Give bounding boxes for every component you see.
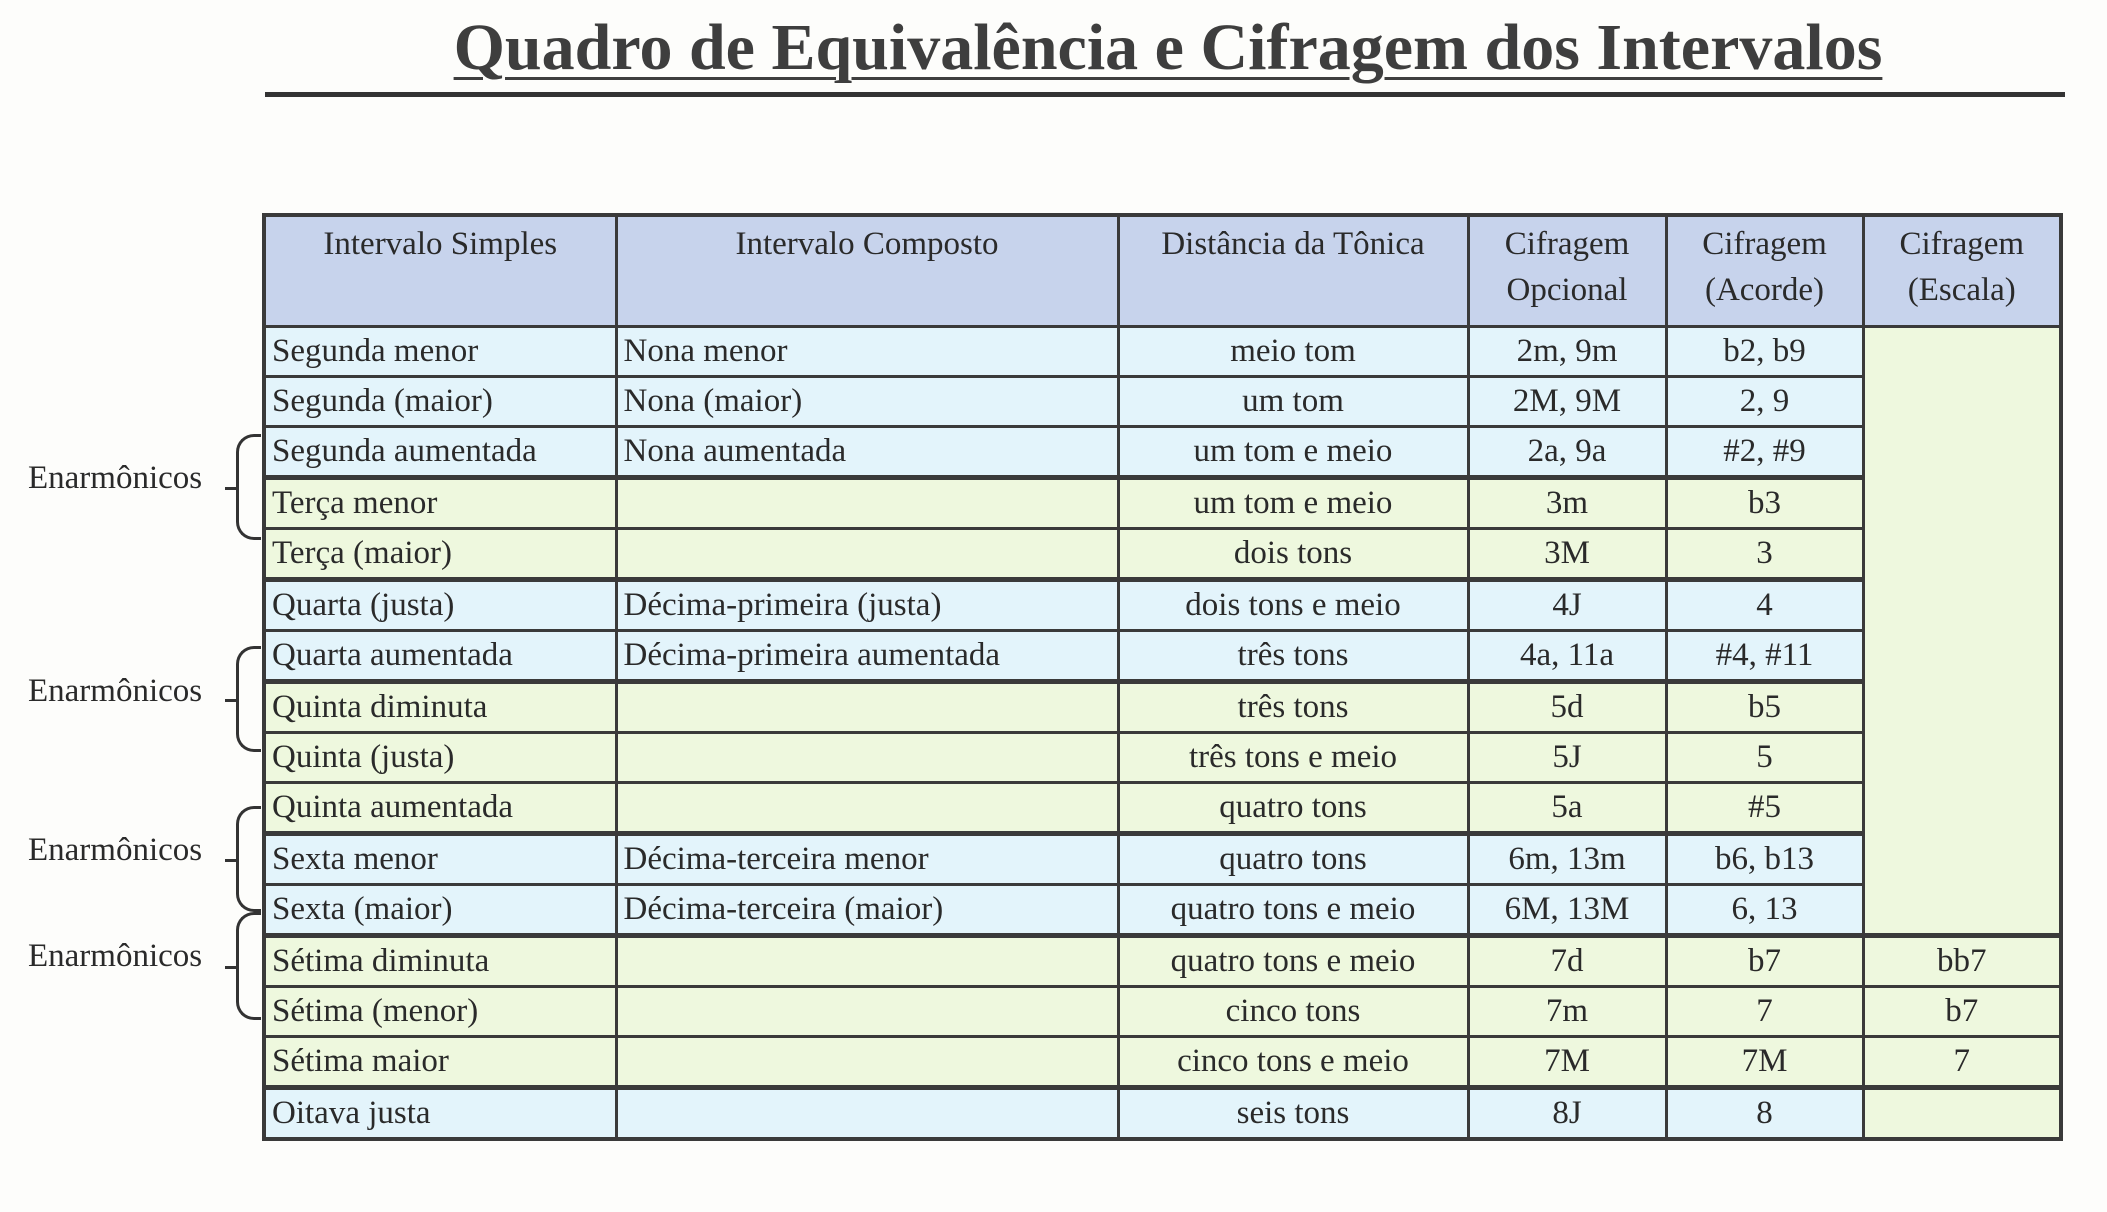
cell-escala [1863,1088,2061,1140]
cell-acorde: 8 [1666,1088,1863,1140]
cell-distancia: quatro tons e meio [1118,936,1468,987]
cell-simples: Quinta aumentada [264,783,616,834]
cell-opcional: 7d [1468,936,1666,987]
cell-acorde: b6, b13 [1666,834,1863,885]
cell-distancia: meio tom [1118,327,1468,377]
enarmonicos-brace-3 [236,806,261,912]
cell-composto: Décima-terceira menor [616,834,1118,885]
cell-acorde: b2, b9 [1666,327,1863,377]
cell-opcional: 3m [1468,478,1666,529]
header-cifragem-escala: Cifragem (Escala) [1863,215,2061,327]
title-underline [265,92,2065,97]
cell-composto: Décima-terceira (maior) [616,885,1118,936]
cell-acorde: 7M [1666,1037,1863,1088]
cell-acorde: b7 [1666,936,1863,987]
header-intervalo-simples: Intervalo Simples [264,215,616,327]
cell-simples: Quinta (justa) [264,733,616,783]
cell-simples: Sétima diminuta [264,936,616,987]
cell-acorde: 2, 9 [1666,377,1863,427]
cell-opcional: 7m [1468,987,1666,1037]
table-row [264,478,2061,529]
enarmonicos-label-1: Enarmônicos [28,460,203,496]
enarmonicos-brace-4 [236,912,261,1020]
cell-opcional: 2m, 9m [1468,327,1666,377]
cell-distancia: dois tons [1118,529,1468,580]
page-title: Quadro de Equivalência e Cifragem dos Intervalos [453,11,1883,84]
cell-escala: b7 [1863,987,2061,1037]
cell-composto [616,1037,1118,1088]
cell-opcional: 6m, 13m [1468,834,1666,885]
cell-composto [616,783,1118,834]
cell-acorde: 3 [1666,529,1863,580]
cell-distancia: cinco tons [1118,987,1468,1037]
cell-distancia: três tons [1118,631,1468,682]
cell-simples: Segunda aumentada [264,427,616,478]
table-row [264,377,2061,427]
header-cifragem-opcional: Cifragem Opcional [1468,215,1666,327]
cell-composto: Décima-primeira aumentada [616,631,1118,682]
cell-distancia: seis tons [1118,1088,1468,1140]
table-row [264,936,2061,987]
cell-simples: Quarta (justa) [264,580,616,631]
cell-distancia: dois tons e meio [1118,580,1468,631]
table-row [264,987,2061,1037]
cell-composto [616,478,1118,529]
cell-opcional: 4a, 11a [1468,631,1666,682]
cell-simples: Sexta menor [264,834,616,885]
cell-escala: 7 [1863,1037,2061,1088]
cell-composto: Nona menor [616,327,1118,377]
cell-composto [616,529,1118,580]
cell-composto: Nona (maior) [616,377,1118,427]
table-row [264,529,2061,580]
cell-opcional: 2M, 9M [1468,377,1666,427]
cell-opcional: 5a [1468,783,1666,834]
cell-acorde: 7 [1666,987,1863,1037]
table-row [264,733,2061,783]
cell-opcional: 2a, 9a [1468,427,1666,478]
table-row [264,834,2061,885]
cell-composto: Décima-primeira (justa) [616,580,1118,631]
cell-opcional: 3M [1468,529,1666,580]
cell-acorde: 6, 13 [1666,885,1863,936]
cell-simples: Sexta (maior) [264,885,616,936]
table-row [264,427,2061,478]
enarmonicos-brace-2 [236,646,261,752]
cell-acorde: #5 [1666,783,1863,834]
enarmonicos-label-4: Enarmônicos [28,938,203,974]
cell-simples: Segunda menor [264,327,616,377]
table-row [264,783,2061,834]
cell-escala: bb7 [1863,936,2061,987]
cell-simples: Sétima (menor) [264,987,616,1037]
header-distancia-tonica: Distância da Tônica [1118,215,1468,327]
cell-distancia: quatro tons e meio [1118,885,1468,936]
enarmonicos-label-2: Enarmônicos [28,673,203,709]
cell-opcional: 6M, 13M [1468,885,1666,936]
cell-simples: Oitava justa [264,1088,616,1140]
cell-escala-empty [1863,327,2061,936]
cell-acorde: #2, #9 [1666,427,1863,478]
cell-simples: Segunda (maior) [264,377,616,427]
interval-table [262,213,2063,1141]
cell-distancia: quatro tons [1118,834,1468,885]
cell-simples: Quinta diminuta [264,682,616,733]
enarmonicos-label-3: Enarmônicos [28,832,203,868]
table-row [264,327,2061,377]
table-row [264,682,2061,733]
cell-opcional: 7M [1468,1037,1666,1088]
cell-composto [616,1088,1118,1140]
cell-composto [616,682,1118,733]
cell-simples: Terça menor [264,478,616,529]
cell-composto [616,987,1118,1037]
cell-acorde: 5 [1666,733,1863,783]
table-row [264,631,2061,682]
cell-simples: Sétima maior [264,1037,616,1088]
cell-acorde: b5 [1666,682,1863,733]
cell-composto [616,936,1118,987]
cell-opcional: 5d [1468,682,1666,733]
table-row [264,885,2061,936]
cell-opcional: 5J [1468,733,1666,783]
enarmonicos-brace-1 [236,434,261,540]
cell-distancia: um tom e meio [1118,478,1468,529]
table-row [264,580,2061,631]
cell-composto [616,733,1118,783]
cell-opcional: 8J [1468,1088,1666,1140]
cell-distancia: um tom e meio [1118,427,1468,478]
header-intervalo-composto: Intervalo Composto [616,215,1118,327]
cell-simples: Quarta aumentada [264,631,616,682]
cell-acorde: #4, #11 [1666,631,1863,682]
cell-distancia: quatro tons [1118,783,1468,834]
table-row [264,1088,2061,1140]
cell-acorde: 4 [1666,580,1863,631]
header-cifragem-acorde: Cifragem (Acorde) [1666,215,1863,327]
cell-composto: Nona aumentada [616,427,1118,478]
header-row [264,215,2061,327]
cell-distancia: três tons e meio [1118,733,1468,783]
cell-simples: Terça (maior) [264,529,616,580]
cell-acorde: b3 [1666,478,1863,529]
cell-distancia: cinco tons e meio [1118,1037,1468,1088]
cell-opcional: 4J [1468,580,1666,631]
cell-distancia: três tons [1118,682,1468,733]
table-row [264,1037,2061,1088]
cell-distancia: um tom [1118,377,1468,427]
